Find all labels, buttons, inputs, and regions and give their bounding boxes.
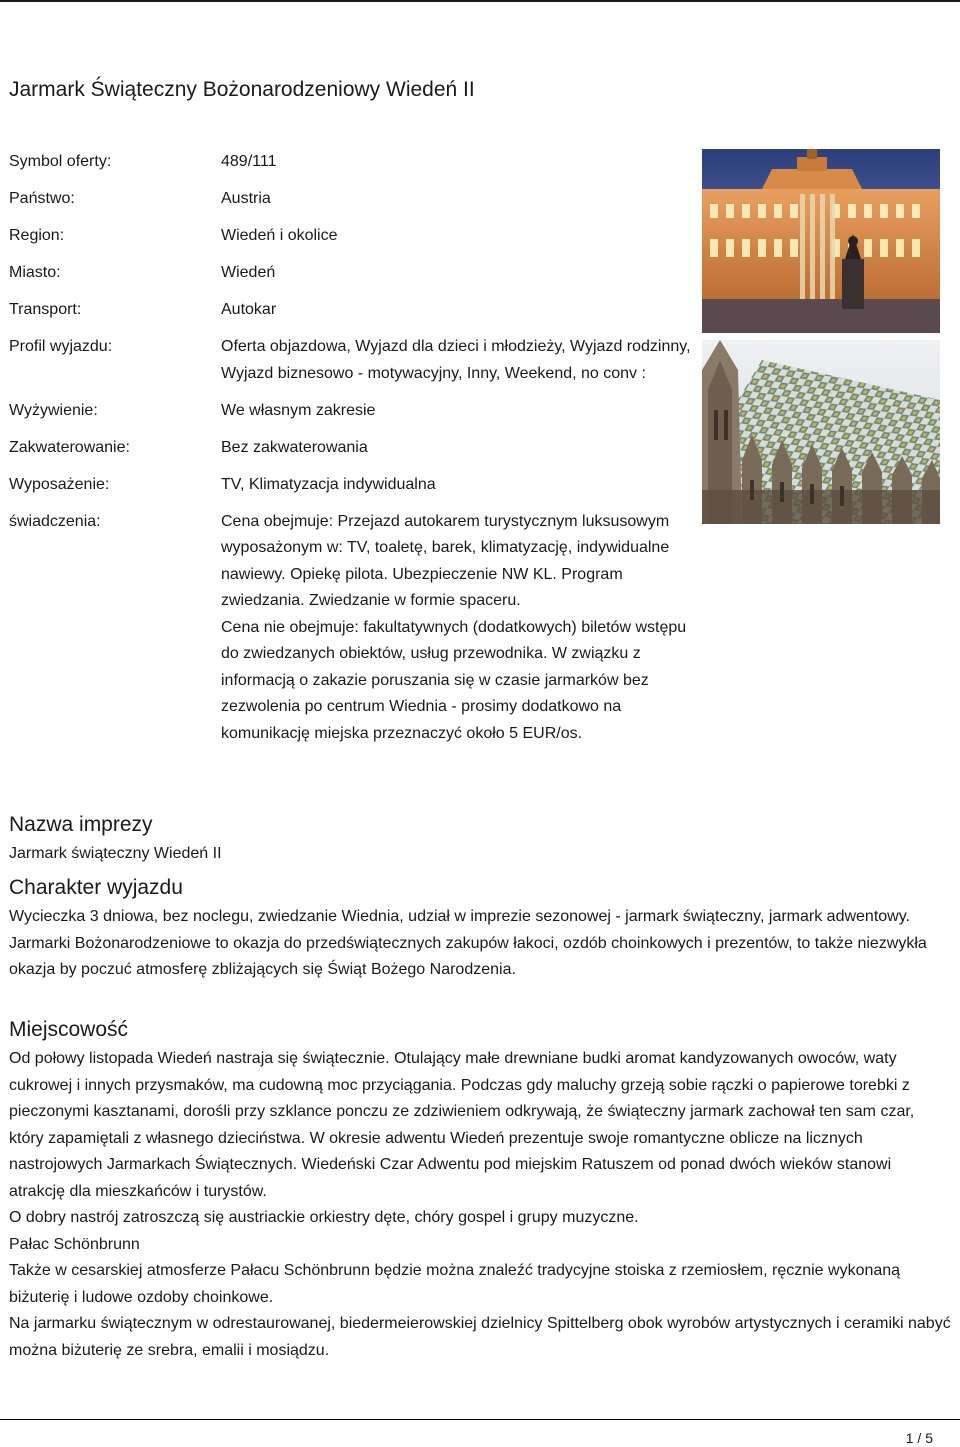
field-value: Bez zakwaterowania xyxy=(221,438,368,456)
field-meals xyxy=(9,398,699,425)
field-region xyxy=(9,223,699,250)
field-country xyxy=(9,186,699,213)
field-city xyxy=(9,260,699,287)
section-heading: Charakter wyjazdu xyxy=(9,876,183,899)
cathedral-photo xyxy=(702,340,940,524)
field-label: Wyposażenie: xyxy=(9,475,110,493)
field-value: TV, Klimatyzacja indywidualna xyxy=(221,475,436,493)
location-section xyxy=(9,1018,951,1364)
paragraph: Jarmarki Bożonarodzeniowe to okazja do przedświątecznych zakupów łakoci, ozdób choinkowych i prezentów, to także niezwykła okazja by poczuć atmosferę zbliżających się Świąt Bożego Narodzenia. xyxy=(9,934,927,978)
field-value: Austria xyxy=(221,190,271,207)
field-value: Wiedeń i okolice xyxy=(221,227,338,244)
field-value: Wiedeń xyxy=(221,264,276,281)
field-label: Miasto: xyxy=(9,264,61,281)
field-equipment xyxy=(9,472,699,499)
field-label: świadczenia: xyxy=(9,512,101,530)
paragraph: Także w cesarskiej atmosferze Pałacu Schönbrunn będzie można znaleźć tradycyjne stoiska z rzemiosłem, ręcznie wykonaną biżuterię i ludowe ozdoby choinkowe. xyxy=(9,1262,901,1306)
field-label: Region: xyxy=(9,227,65,244)
paragraph: Na jarmarku świątecznym w odrestaurowanej, biedermeierowskiej dzielnicy Spittelberg obok wyrobów artystycznych i ceramiki nabyć można biżuterię ze srebra, emalii i mosiądzu. xyxy=(9,1315,951,1359)
field-label: Symbol oferty: xyxy=(9,153,112,170)
field-value: 489/111 xyxy=(221,153,277,170)
offer-details xyxy=(9,149,699,758)
field-offer-symbol xyxy=(9,149,699,176)
field-accommodation xyxy=(9,435,699,462)
field-benefits xyxy=(9,509,699,748)
field-label: Zakwaterowanie: xyxy=(9,438,130,456)
section-heading: Miejscowość xyxy=(9,1018,129,1041)
field-label: Profil wyjazdu: xyxy=(9,338,113,355)
paragraph: Od połowy listopada Wiedeń nastraja się świątecznie. Otulający małe drewniane budki aromat kandyzowanych owoców, waty cukrowej i innych przysmaków, ma cudowną moc przyciągania. Podczas gdy maluchy grzeją sobie rączki o papierowe torebki z pieczonymi kasztanami, dorośli przy szklance ponczu ze zdziwieniem odkrywają, że świąteczny jarmark zachował ten sam czar, który zapamiętali z własnego dzieciństwa. W okresie adwentu Wiedeń prezentuje swoje romantyczne oblicze na licznych nastrojowych Jarmarkach Świątecznych. Wiedeński Czar Adwentu pod miejskim Ratuszem od ponad dwóch wieków stanowi atrakcję dla mieszkańców i turystów. xyxy=(9,1050,915,1200)
field-label: Państwo: xyxy=(9,190,75,207)
page-title: Jarmark Świąteczny Bożonarodzeniowy Wiedeń II xyxy=(9,78,475,101)
field-transport xyxy=(9,297,699,324)
top-rule xyxy=(0,0,960,2)
field-value: Cena obejmuje: Przejazd autokarem turystycznym luksusowym wyposażonym w: TV, toaletę, barek, klimatyzację, indywidualne nawiewy. Opiekę pilota. Ubezpieczenie NW KL. Program zwiedzania. Zwiedzanie w formie spaceru. Cena nie obejmuje: fakultatywnych (dodatkowych) biletów wstępu do zwiedzanych obiektów, usług przewodnika. W związku z informacją o zakazie poruszania się w czasie jarmarków bez zezwolenia po centrum Wiednia - prosimy dodatkowo na komunikację miejska przeznaczyć około 5 EUR/os. xyxy=(221,512,687,742)
event-name-value: Jarmark świąteczny Wiedeń II xyxy=(9,845,222,862)
palace-photo xyxy=(702,149,940,333)
event-name-section xyxy=(9,813,951,868)
field-label: Transport: xyxy=(9,301,82,318)
paragraph: Wycieczka 3 dniowa, bez noclegu, zwiedzanie Wiednia, udział w imprezie sezonowej - jarmark świąteczny, jarmark adwentowy. xyxy=(9,908,910,925)
trip-character-section xyxy=(9,876,951,984)
field-value: Oferta objazdowa, Wyjazd dla dzieci i młodzieży, Wyjazd rodzinny, Wyjazd biznesowo - motywacyjny, Inny, Weekend, no conv : xyxy=(221,338,691,382)
field-value: Autokar xyxy=(221,301,277,318)
paragraph: O dobry nastrój zatroszczą się austriackie orkiestry dęte, chóry gospel i grupy muzyczne. xyxy=(9,1209,639,1226)
section-heading: Nazwa imprezy xyxy=(9,813,153,836)
footer-rule xyxy=(0,1419,960,1420)
field-label: Wyżywienie: xyxy=(9,401,98,419)
field-value: We własnym zakresie xyxy=(221,401,376,419)
field-trip-profile xyxy=(9,334,699,387)
page-number: 1 / 5 xyxy=(905,1430,933,1446)
subheading: Pałac Schönbrunn xyxy=(9,1235,140,1253)
